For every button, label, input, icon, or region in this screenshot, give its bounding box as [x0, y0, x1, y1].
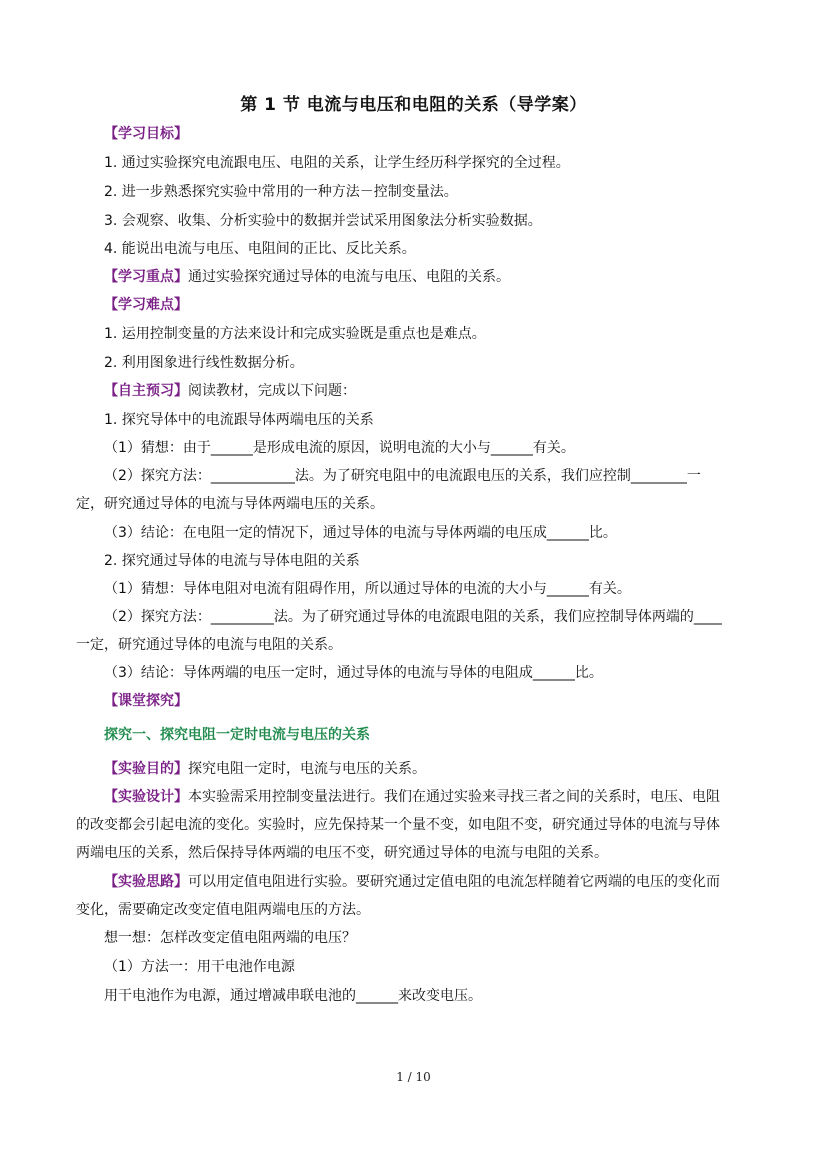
objectives-heading: 【学习目标】	[104, 126, 188, 142]
preview-line: （1）猜想：导体电阻对电流有阻碍作用，所以通过导体的电流的大小与______有关。	[104, 581, 631, 597]
preview-line: （2）探究方法：____________法。为了研究电阻中的电流跟电压的关系，我们应控制________一	[104, 468, 701, 484]
inquiry-title: 探究一、探究电阻一定时电流与电压的关系	[104, 727, 370, 743]
objective-item: 3. 会观察、收集、分析实验中的数据并尝试采用图象法分析实验数据。	[104, 213, 542, 229]
idea	[104, 872, 720, 892]
preview	[104, 381, 356, 401]
page-title: 第 1 节 电流与电压和电阻的关系（导学案）	[240, 95, 587, 115]
key-point-text: 通过实验探究通过导体的电流与电压、电阻的关系。	[188, 269, 510, 285]
idea-heading: 【实验思路】	[104, 874, 188, 890]
preview-line: 1. 探究导体中的电流跟导体两端电压的关系	[104, 412, 374, 428]
design-line: 的改变都会引起电流的变化。实验时，应先保持某一个量不变，如电阻不变，研究通过导体的电流与导体	[76, 817, 720, 833]
think-question: 想一想：怎样改变定值电阻两端的电压？	[104, 930, 356, 946]
design-line: 两端电压的关系，然后保持导体两端的电压不变，研究通过导体的电流与电阻的关系。	[76, 845, 608, 861]
idea-line: 可以用定值电阻进行实验。要研究通过定值电阻的电流怎样随着它两端的电压的变化而	[188, 874, 720, 890]
purpose-text: 探究电阻一定时，电流与电压的关系。	[188, 761, 426, 777]
objective-item: 2. 进一步熟悉探究实验中常用的一种方法－控制变量法。	[104, 184, 458, 200]
purpose-heading: 【实验目的】	[104, 761, 188, 777]
design	[104, 787, 720, 807]
classroom-heading: 【课堂探究】	[104, 693, 188, 709]
preview-line: 2. 探究通过导体的电流与导体电阻的关系	[104, 553, 360, 569]
idea-line: 变化，需要确定改变定值电阻两端电压的方法。	[76, 902, 370, 918]
page-number: 1 / 10	[396, 1070, 431, 1084]
objective-item: 1. 通过实验探究电流跟电压、电阻的关系，让学生经历科学探究的全过程。	[104, 155, 570, 171]
method-one-heading: （1）方法一：用干电池作电源	[104, 959, 295, 975]
design-heading: 【实验设计】	[104, 789, 188, 805]
preview-line: （3）结论：在电阻一定的情况下，通过导体的电流与导体两端的电压成______比。	[104, 525, 617, 541]
preview-heading: 【自主预习】	[104, 383, 188, 399]
preview-line: 定，研究通过导体的电流与导体两端电压的关系。	[76, 496, 384, 512]
preview-line: （3）结论：导体两端的电压一定时，通过导体的电流与导体的电阻成______比。	[104, 665, 603, 681]
difficulty-item: 2. 利用图象进行线性数据分析。	[104, 355, 304, 371]
objective-item: 4. 能说出电流与电压、电阻间的正比、反比关系。	[104, 241, 416, 257]
key-point-heading: 【学习重点】	[104, 269, 188, 285]
method-one-text: 用干电池作为电源，通过增减串联电池的______来改变电压。	[104, 988, 482, 1004]
preview-line: （2）探究方法：_________法。为了研究通过导体的电流跟电阻的关系，我们应控制导体两端的____	[104, 609, 722, 625]
difficulty-heading: 【学习难点】	[104, 297, 188, 313]
purpose	[104, 759, 426, 779]
difficulty-item: 1. 运用控制变量的方法来设计和完成实验既是重点也是难点。	[104, 326, 486, 342]
design-line: 本实验需采用控制变量法进行。我们在通过实验来寻找三者之间的关系时，电压、电阻	[188, 789, 720, 805]
preview-line: 一定，研究通过导体的电流与电阻的关系。	[76, 637, 342, 653]
key-point	[104, 267, 510, 287]
preview-line: （1）猜想：由于______是形成电流的原因，说明电流的大小与______有关。	[104, 440, 575, 456]
preview-intro: 阅读教材，完成以下问题：	[188, 383, 356, 399]
